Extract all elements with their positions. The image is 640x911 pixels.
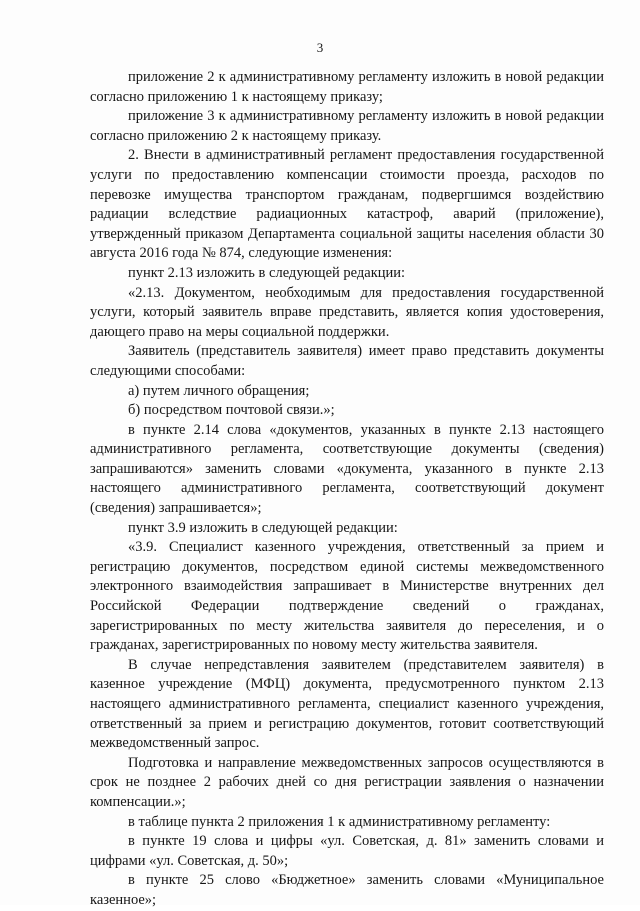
paragraph: Заявитель (представитель заявителя) имеет право представить документы следующими способами: xyxy=(90,343,604,379)
paragraph: приложение 3 к административному регламенту изложить в новой редакции согласно приложению 2 к настоящему приказу. xyxy=(90,108,604,144)
paragraph: приложение 2 к административному регламенту изложить в новой редакции согласно приложению 1 к настоящему приказу; xyxy=(90,69,604,105)
paragraph: пункт 2.13 изложить в следующей редакции: xyxy=(128,264,406,281)
document-body xyxy=(90,68,604,911)
paragraph: б) посредством почтовой связи.»; xyxy=(128,402,335,419)
paragraph: в пункте 19 слова и цифры «ул. Советская, д. 81» заменить словами и цифрами «ул. Советская, д. 50»; xyxy=(90,833,604,869)
paragraph: в пункте 2.14 слова «документов, указанных в пункте 2.13 настоящего административного регламента, соответствующие документы (сведения) запрашиваются» заменить словами «документа, указанного в пункте 2.13 настоящего административного регламента, соответствующий документ (сведения) запрашивается»; xyxy=(90,421,604,517)
paragraph: в таблице пункта 2 приложения 1 к административному регламенту: xyxy=(128,813,551,830)
page-number: 3 xyxy=(316,40,324,55)
paragraph: Подготовка и направление межведомственных запросов осуществляются в срок не позднее 2 рабочих дней со дня регистрации заявления о назначении компенсации.»; xyxy=(90,754,604,810)
paragraph: пункт 3.9 изложить в следующей редакции: xyxy=(128,519,398,536)
paragraph: а) путем личного обращения; xyxy=(128,382,310,399)
paragraph: в пункте 25 слово «Бюджетное» заменить словами «Муниципальное казенное»; xyxy=(90,872,604,908)
paragraph: 2. Внести в административный регламент предоставления государственной услуги по предоставлению компенсации стоимости проезда, расходов по перевозке имущества транспортом гражданам, подвергшимся воздействию радиации вследствие радиационных катастроф, аварий (приложение), утвержденный приказом Департамента социальной защиты населения области 30 августа 2016 года № 874, следующие изменения: xyxy=(90,147,604,262)
paragraph: «2.13. Документом, необходимым для предоставления государственной услуги, который заявитель вправе представить, является копия удостоверения, дающего право на меры социальной поддержки. xyxy=(90,284,604,340)
paragraph: В случае непредставления заявителем (представителем заявителя) в казенное учреждение (МФЦ) документа, предусмотренного пунктом 2.13 настоящего административного регламента, специалист казенного учреждения, ответственный за прием и регистрацию документов, готовит соответствующий межведомственный запрос. xyxy=(90,656,604,752)
paragraph: «3.9. Специалист казенного учреждения, ответственный за прием и регистрацию документов, посредством единой системы межведомственного электронного взаимодействия запрашивает в Министерстве внутренних дел Российской Федерации подтверждение сведений о гражданах, зарегистрированных по месту жительства заявителя до переселения, и о гражданах, зарегистрированных по новому месту жительства заявителя. xyxy=(90,539,604,654)
